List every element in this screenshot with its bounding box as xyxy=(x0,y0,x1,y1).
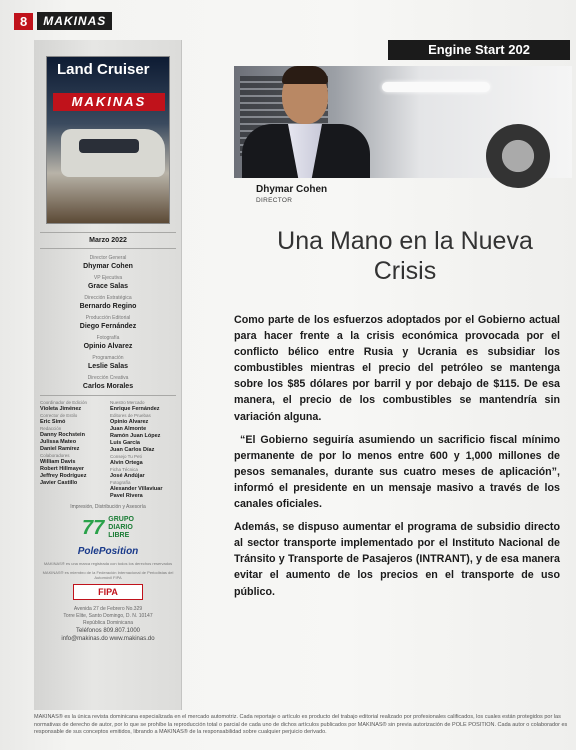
credit-name: Alexander Villaviuar xyxy=(110,486,163,492)
credit-name: Daniel Ramírez xyxy=(40,446,80,452)
print-label: Impresión, Distribución y Asesoría xyxy=(70,504,146,510)
credit-name: Robert Hillmayer xyxy=(40,466,85,472)
credit-role: Fotografía xyxy=(110,480,131,485)
author-role: DIRECTOR xyxy=(256,197,293,204)
article-paragraph: Además, se dispuso aumentar el programa de subsidio directo al sector transporte implementado por el Instituto Nacional de Tránsito y Transporte de Pasajeros (INTRANT), y de esa manera evitar el aumento de los precios en el transporte de uso público. xyxy=(234,521,560,598)
author-photo xyxy=(234,66,572,178)
staff-two-column xyxy=(40,395,176,500)
page-header xyxy=(14,12,112,30)
credit-entry xyxy=(40,315,176,331)
cover-masthead: MAKINAS xyxy=(53,93,165,111)
truck-wheel xyxy=(486,124,550,188)
credit-name: Violeta Jiménez xyxy=(40,406,82,412)
credit-entry xyxy=(40,335,176,351)
page-number: 8 xyxy=(14,13,33,30)
issue-date: Marzo 2022 xyxy=(40,232,176,249)
author-name: Dhymar Cohen xyxy=(256,184,328,195)
credit-entry xyxy=(40,275,176,291)
author-portrait xyxy=(242,66,362,178)
pole-position-logo: PolePosition xyxy=(77,546,139,557)
credit-name: Alvin Ortega xyxy=(110,460,143,466)
article-paragraph: “El Gobierno seguiría asumiendo un sacrificio fiscal mínimo permanente de por lo menos entre 600 y 1,000 millones de pesos semanales, durante sus cuatro meses de aplicación”, informó el presidente en un mensaje masivo a través de los canales oficiales. xyxy=(234,433,560,511)
diario-libre-wordmark xyxy=(108,516,134,540)
credit-name: Grace Salas xyxy=(87,283,129,290)
logo-line: GRUPO xyxy=(108,516,134,523)
credit-name: Carlos Morales xyxy=(82,383,134,390)
credit-role: Fotografía xyxy=(96,335,120,341)
credit-name: Pavel Rivera xyxy=(110,493,143,499)
credit-role: Dirección Estratégica xyxy=(84,295,132,301)
article-paragraph: Como parte de los esfuerzos adoptados por el Gobierno actual para hacer frente a la crisis económica provocada por el conflicto bélico entre Rusia y Ucrania es subsidiar los combustibles mientras el precio del petróleo se mantenga sobre los $85 dólares por barril y por debajo de $115. De esa manera, el precio de los combustibles se mantendría sin variación alguna. xyxy=(234,314,560,423)
cover-headline: Land Cruiser xyxy=(57,61,150,78)
address-line: República Dominicana xyxy=(82,620,134,626)
fipa-logo: FIPA xyxy=(73,584,143,600)
credit-name: Opinio Alvarez xyxy=(110,419,149,425)
credit-role: Ficha Técnica xyxy=(110,467,138,472)
staff-right-col xyxy=(110,400,176,500)
credit-name: Eric Simó xyxy=(40,419,66,425)
credit-name: Luis García xyxy=(110,440,140,446)
diario-libre-logo xyxy=(62,514,154,542)
credit-name: William Davis xyxy=(40,459,76,465)
credit-role: Dirección Creativa xyxy=(87,375,129,381)
credit-entry xyxy=(40,295,176,311)
credit-name: Danny Rochstein xyxy=(40,432,85,438)
magazine-logo: MAKINAS xyxy=(37,12,112,30)
credit-name: Juan Almonte xyxy=(110,426,147,432)
credit-name: Enrique Fernández xyxy=(110,406,160,412)
credit-entry xyxy=(40,375,176,391)
credit-name: Leslie Salas xyxy=(87,363,129,370)
credit-name: Javier Castillo xyxy=(40,480,78,486)
credit-role: Colaboradores xyxy=(40,453,70,458)
credit-role: Director General xyxy=(89,255,127,261)
legal-footer: MAKINAS® es la única revista dominicana especializada en el mercado automotriz. Cada reportaje o artículo es producto del trabajo editorial realizado por profesionales calificados, los cuales están protegidos por las normativas de derecho de autor, por lo que se prohíbe la reproducción total o parcial de cada uno de dichos artículos publicados por MAKINAS® sin previa autorización de POLE POSITION. Cada autor o colaborador es responsable de sus conceptos emitidos, librando a MAKINAS® de la responsabilidad sobre cualquier perjuicio derivado. xyxy=(34,714,568,735)
portrait-hair xyxy=(282,66,328,84)
credit-role: Programación xyxy=(92,355,124,361)
staff-left-col xyxy=(40,400,106,500)
trademark-note: MAKINAS® es una marca registrada con todos los derechos reservados xyxy=(43,561,173,566)
credit-name: Juan Carlos Díaz xyxy=(110,447,155,453)
contact-links[interactable]: info@makinas.do www.makinas.do xyxy=(61,636,155,642)
staff-credits xyxy=(40,232,176,643)
logo-line: DIARIO xyxy=(108,524,133,531)
truck-headlight xyxy=(382,82,490,92)
address xyxy=(40,606,176,627)
credit-entry xyxy=(40,255,176,271)
credit-name: Julissa Mateo xyxy=(40,439,77,445)
credit-name: Diego Fernández xyxy=(79,323,137,330)
credit-name: Bernardo Regino xyxy=(79,303,137,310)
cover-car-illustration xyxy=(61,129,165,177)
credit-name: Jeffrey Rodríguez xyxy=(40,473,87,479)
credit-role: Nuestro Mercado xyxy=(110,400,145,405)
credit-role: Editores de Pruebas xyxy=(110,413,151,418)
phone: Teléfonos 809.807.1000 xyxy=(75,628,141,634)
credit-role: Coordinador de Edición xyxy=(40,400,88,405)
fipa-note: MAKINAS® es miembro de la Federación Internacional de Periodistas del Automóvil FIPA xyxy=(42,570,174,580)
credit-entry xyxy=(40,355,176,371)
article-body xyxy=(234,312,560,607)
address-line: Torre Elite, Santo Domingo, D. N. 10147 xyxy=(63,613,153,619)
magazine-cover-image xyxy=(46,56,170,224)
credit-role: Consejo Tu Peti xyxy=(110,454,142,459)
credit-role: Corrector de Estilo xyxy=(40,413,78,418)
credit-name: Opinio Alvarez xyxy=(83,343,133,350)
diario-libre-mark-icon: 77 xyxy=(82,516,105,539)
address-line: Avenida 27 de Febrero No.329 xyxy=(73,606,143,612)
article-title: Una Mano en la Nueva Crisis xyxy=(277,227,533,285)
credit-role: Redacción xyxy=(40,426,62,431)
credits-column xyxy=(34,40,182,710)
credit-name: Ramón Juan López xyxy=(110,433,161,439)
column-title: Engine Start 202 xyxy=(388,40,570,60)
credit-role: Producción Editorial xyxy=(85,315,131,321)
credit-name: José Andújar xyxy=(110,473,145,479)
credit-name: Dhymar Cohen xyxy=(83,263,133,270)
logo-line: LIBRE xyxy=(108,532,130,539)
credit-role: VP Ejecutiva xyxy=(93,275,123,281)
